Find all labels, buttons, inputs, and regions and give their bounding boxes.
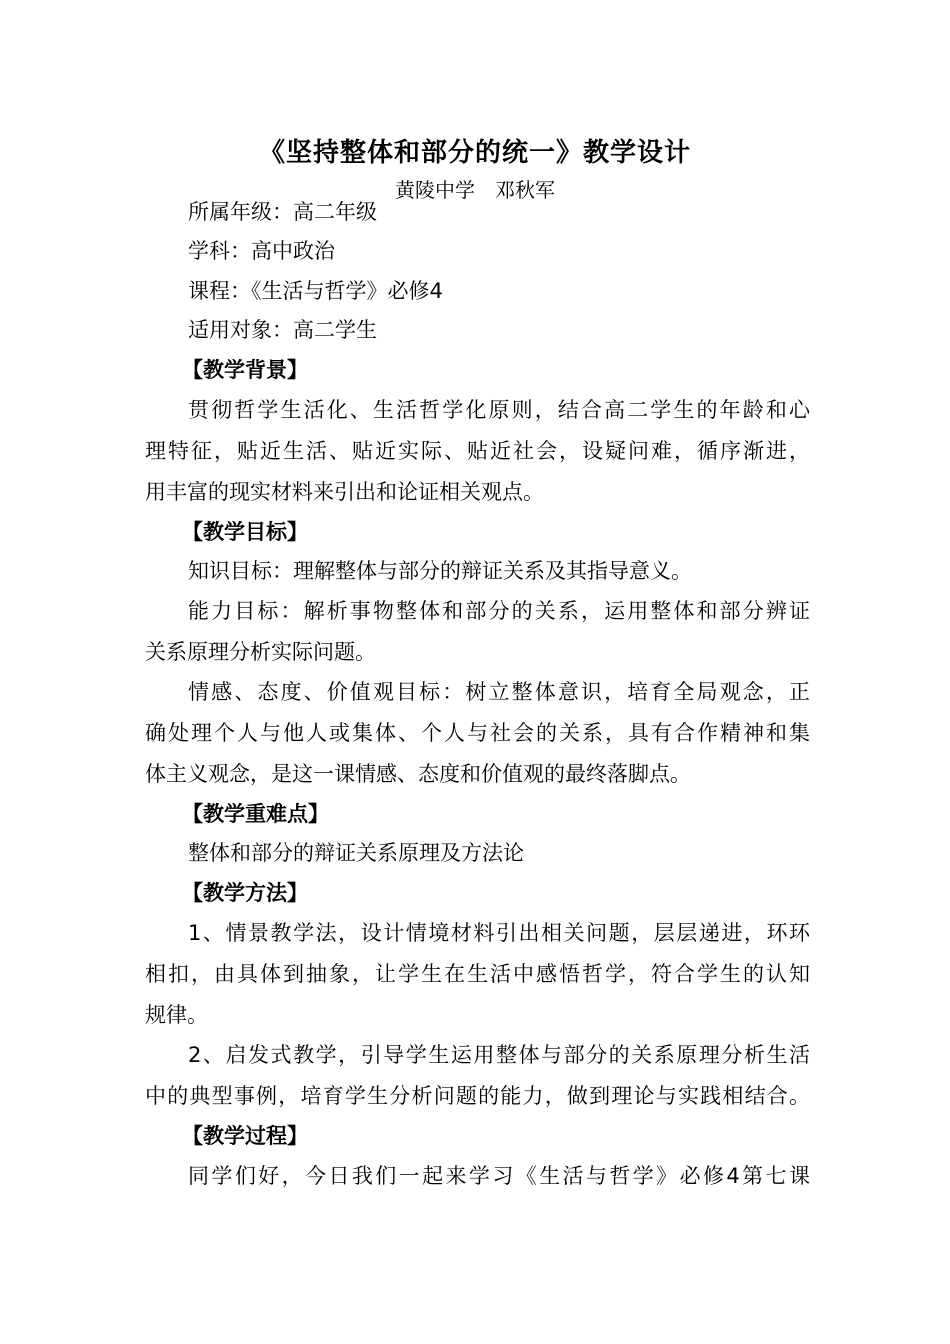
paragraph-line: 用丰富的现实材料来引出和论证相关观点。 bbox=[145, 480, 544, 504]
paragraph-line: 体主义观念，是这一课情感、态度和价值观的最终落脚点。 bbox=[145, 762, 691, 786]
course-line: 课程：《生活与哲学》必修4 bbox=[188, 279, 443, 303]
paragraph-line: 规律。 bbox=[145, 1003, 208, 1027]
paragraph-line: 关系原理分析实际问题。 bbox=[145, 640, 376, 664]
document-title: 《坚持整体和部分的统一》教学设计 bbox=[258, 138, 691, 168]
paragraph-line: 情感、态度、价值观目标：树立整体意识，培育全局观念，正 bbox=[188, 680, 810, 704]
paragraph-line: 确处理个人与他人或集体、个人与社会的关系，具有合作精神和集 bbox=[145, 721, 810, 745]
paragraph-line: 能力目标：解析事物整体和部分的关系，运用整体和部分辨证 bbox=[188, 599, 810, 623]
section-heading-background: 【教学背景】 bbox=[182, 358, 308, 382]
paragraph-line: 贯彻哲学生活化、生活哲学化原则，结合高二学生的年龄和心 bbox=[188, 398, 810, 422]
section-heading-key-points: 【教学重难点】 bbox=[182, 802, 329, 826]
paragraph-line: 相扣，由具体到抽象，让学生在生活中感悟哲学，符合学生的认知 bbox=[145, 962, 810, 986]
paragraph-line: 1、情景教学法，设计情境材料引出相关问题，层层递进，环环 bbox=[188, 921, 810, 945]
audience-line: 适用对象：高二学生 bbox=[188, 318, 377, 342]
paragraph-line: 整体和部分的辩证关系原理及方法论 bbox=[188, 841, 524, 865]
subject-line: 学科：高中政治 bbox=[188, 239, 335, 263]
section-heading-objectives: 【教学目标】 bbox=[182, 520, 308, 544]
paragraph-line: 理特征，贴近生活、贴近实际、贴近社会，设疑问难，循序渐进， bbox=[145, 439, 810, 463]
grade-line: 所属年级：高二年级 bbox=[188, 200, 377, 224]
section-heading-methods: 【教学方法】 bbox=[182, 881, 308, 905]
document-author: 黄陵中学 邓秋军 bbox=[395, 178, 555, 202]
section-heading-process: 【教学过程】 bbox=[182, 1124, 308, 1148]
paragraph-line: 中的典型事例，培育学生分析问题的能力，做到理论与实践相结合。 bbox=[145, 1084, 810, 1108]
paragraph-line: 知识目标：理解整体与部分的辩证关系及其指导意义。 bbox=[188, 559, 692, 583]
paragraph-line: 2、启发式教学，引导学生运用整体与部分的关系原理分析生活 bbox=[188, 1043, 810, 1067]
paragraph-line: 同学们好，今日我们一起来学习《生活与哲学》必修4第七课 bbox=[188, 1164, 810, 1188]
